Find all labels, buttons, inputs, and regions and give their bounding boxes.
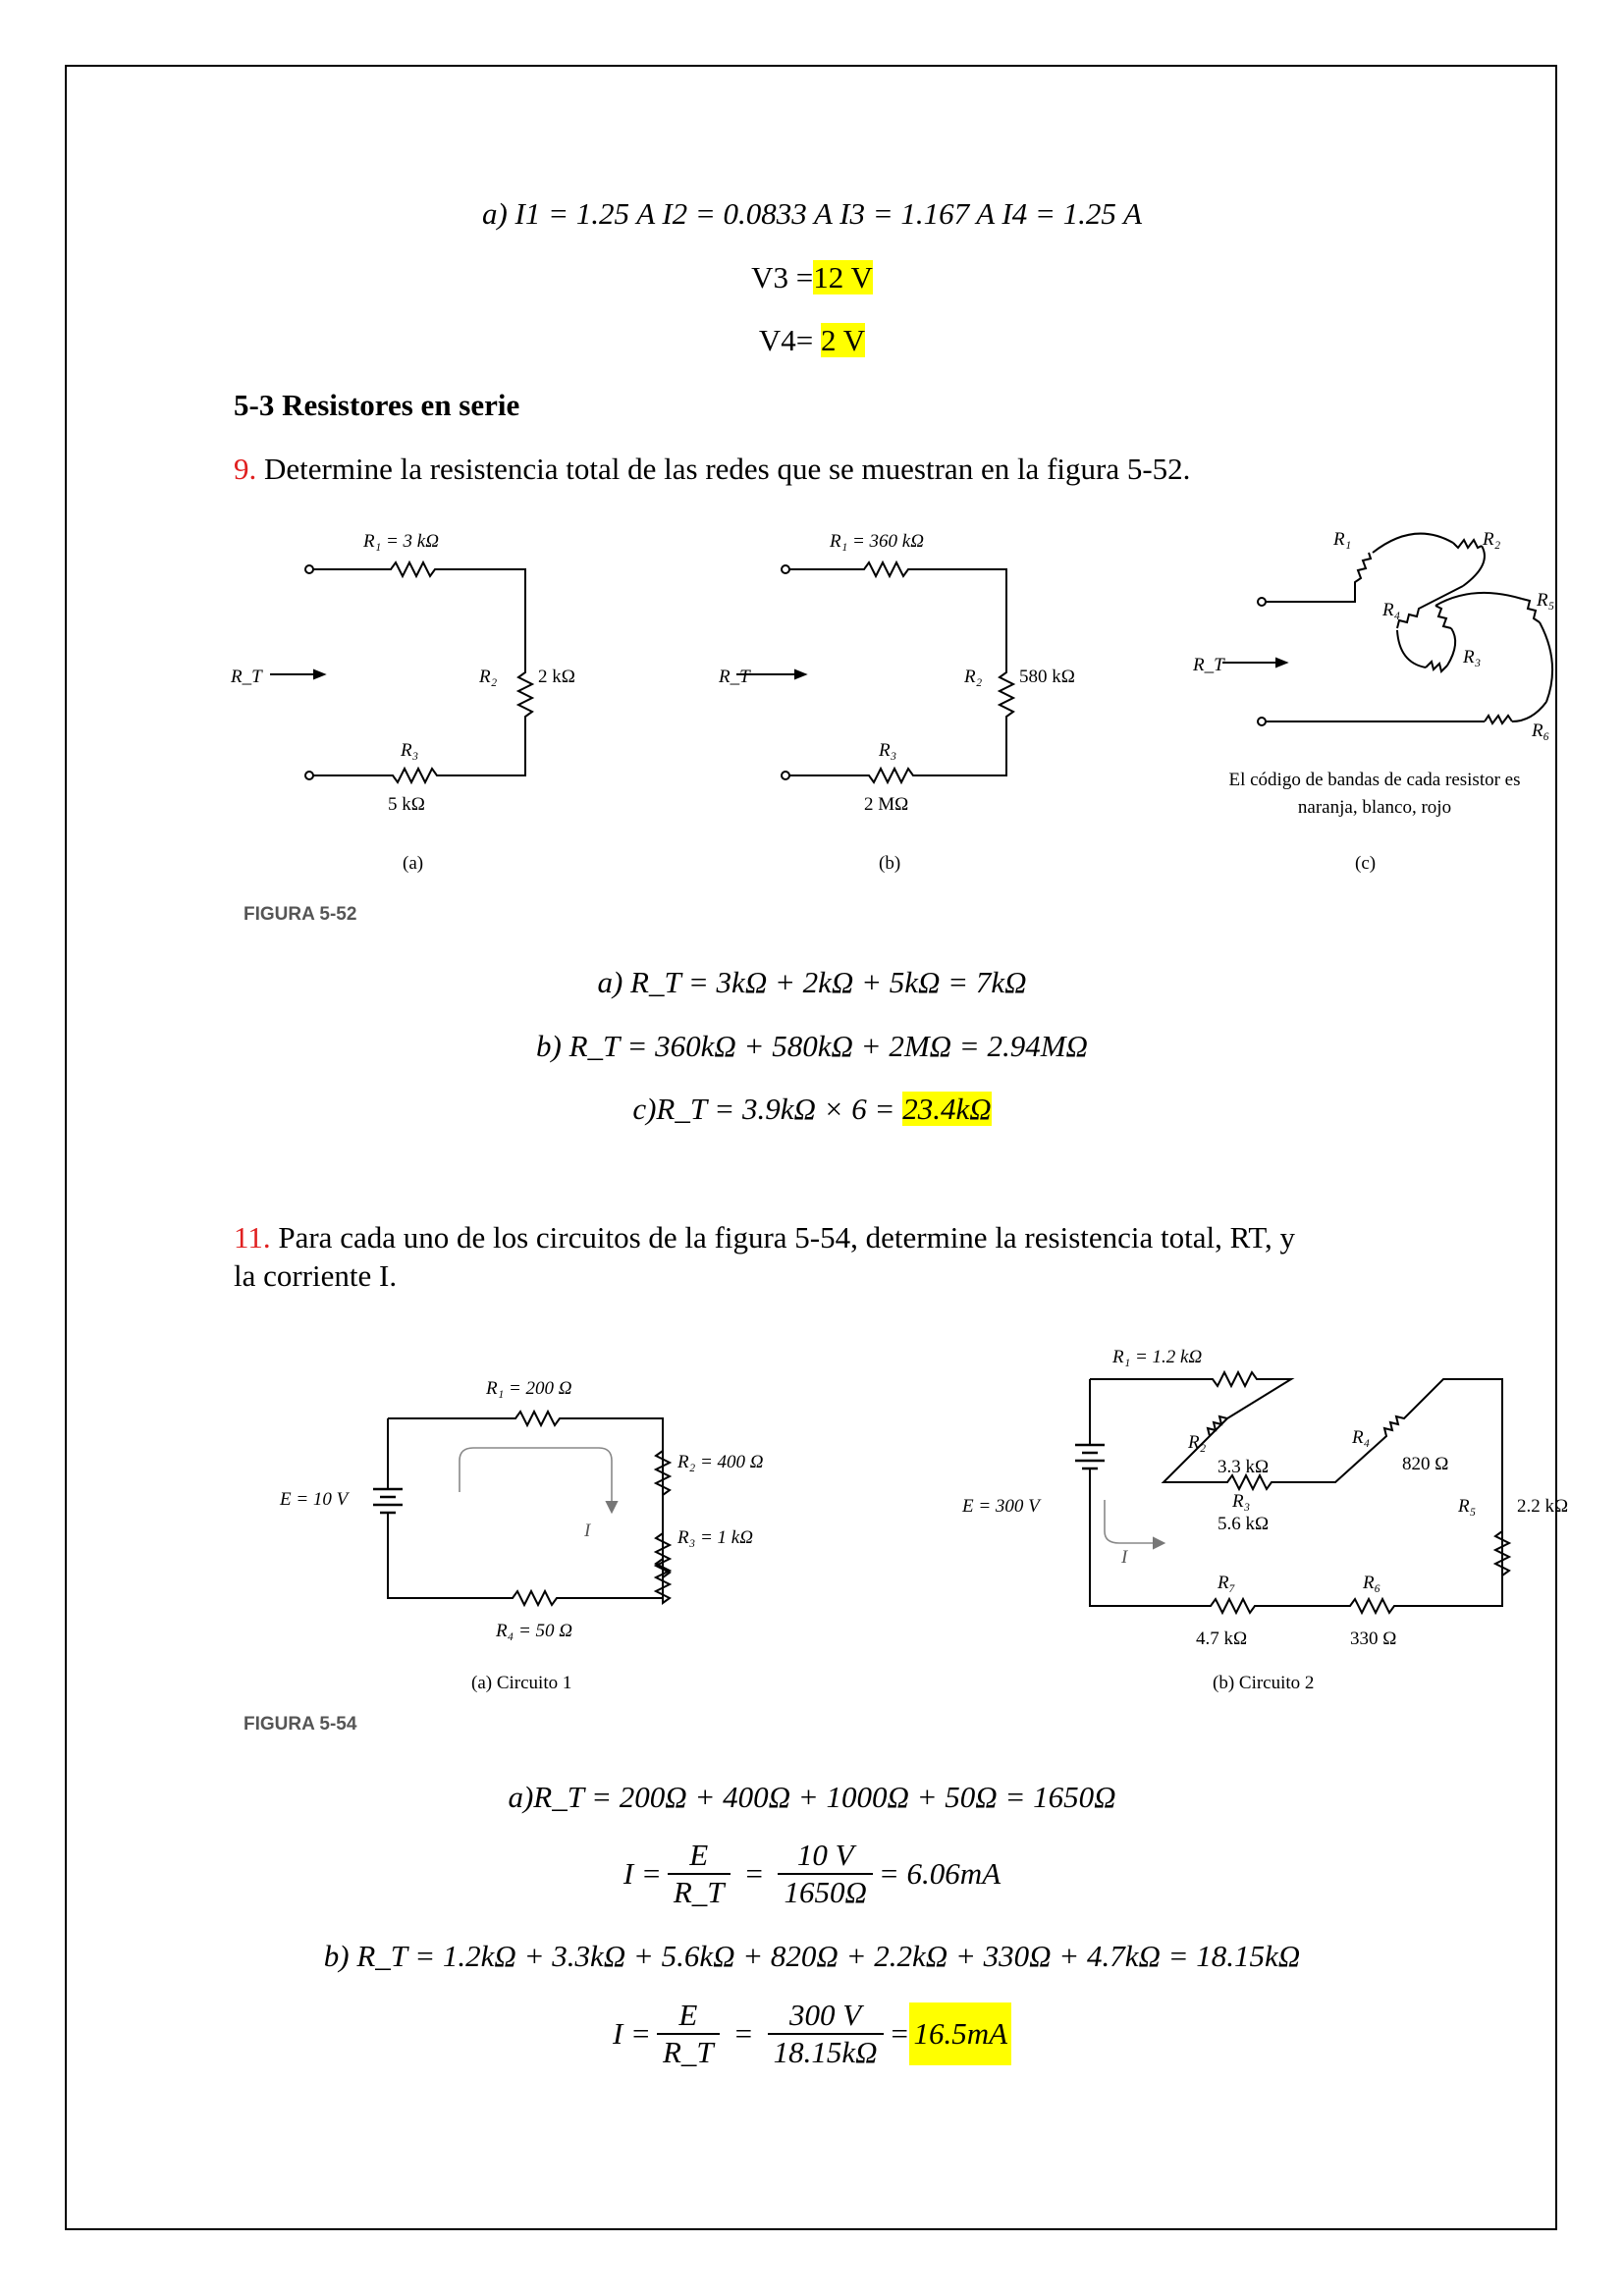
fig52a-r3-value: 5 kΩ <box>388 794 425 815</box>
fig54b-r3-value: 5.6 kΩ <box>1218 1514 1270 1534</box>
fraction-numerator: 300 V <box>768 1998 884 2035</box>
fraction-numerator: E <box>668 1838 731 1875</box>
fig52a-label: (a) <box>403 853 424 874</box>
fig54b-r5: R₅ <box>1458 1496 1477 1517</box>
fig52c-r2: R₂ <box>1483 529 1501 550</box>
fig52c-r6: R₆ <box>1532 721 1550 741</box>
fig52c-label: (c) <box>1355 853 1377 874</box>
fig54a-r2: R₂ = 400 Ω <box>677 1452 764 1472</box>
fig54b-r7-value: 4.7 kΩ <box>1196 1629 1248 1649</box>
v4-line <box>0 321 1624 360</box>
problem-11-line2: la corriente I. <box>234 1258 398 1293</box>
fraction-e-over-rt <box>668 1838 731 1910</box>
answer-9a: a) R_T = 3kΩ + 2kΩ + 5kΩ = 7kΩ <box>597 965 1027 999</box>
answer-11b-i-lhs: I = <box>612 2016 651 2051</box>
fig52a-r3: R₃ <box>401 740 419 761</box>
fig54a-r3: R₃ = 1 kΩ <box>677 1527 753 1548</box>
fig54a-current: I <box>584 1521 591 1541</box>
fig54b-label: (b) Circuito 2 <box>1213 1673 1315 1693</box>
fig54b-r4-value: 820 Ω <box>1402 1454 1449 1474</box>
fraction-numerator: 10 V <box>778 1838 872 1875</box>
problem-9-number: 9. <box>234 452 257 486</box>
figure-5-54 <box>236 1335 1610 1718</box>
v4-value: 2 V <box>821 323 866 357</box>
fraction-denominator: 1650Ω <box>784 1875 867 1909</box>
fig54a-r1: R₁ = 200 Ω <box>486 1378 572 1399</box>
answer-9c <box>0 1090 1624 1129</box>
answer-9b: b) R_T = 360kΩ + 580kΩ + 2MΩ = 2.94MΩ <box>536 1029 1088 1063</box>
problem-11-line1 <box>234 1218 1295 1257</box>
fig52a-r2: R₂ <box>479 667 498 687</box>
fig52c-r5: R₅ <box>1537 590 1555 611</box>
figure-5-52 <box>226 515 1600 937</box>
fig54a-e: E = 10 V <box>280 1489 349 1510</box>
v3-line <box>0 258 1624 297</box>
fig54b-r6: R₆ <box>1363 1573 1381 1593</box>
v3-label: V3 = <box>751 260 814 294</box>
fig54b-r4: R₄ <box>1352 1427 1371 1448</box>
fig52c-rt: R_T <box>1193 655 1224 675</box>
fig52b-r2: R₂ <box>964 667 983 687</box>
problem-9 <box>234 450 1190 489</box>
fraction-denominator: R_T <box>662 2035 714 2069</box>
answer-11a-current: I = $\frac{E}{R\_T}$ = $\frac{10 V}{1650\Omega}$ = 6.06mA <box>623 1838 1001 1909</box>
fig52b-label: (b) <box>879 853 901 874</box>
fig54b-r1: R₁ = 1.2 kΩ <box>1112 1347 1203 1367</box>
answer-11b-result: 16.5mA <box>909 2002 1011 2065</box>
currents-line: a) I1 = 1.25 A I2 = 0.0833 A I3 = 1.167 A I4 = 1.25 A <box>481 196 1143 231</box>
fraction-values <box>768 1998 884 2070</box>
fig54b-r6-value: 330 Ω <box>1350 1629 1397 1649</box>
fig52b-r1: R₁ = 360 kΩ <box>830 531 924 552</box>
v4-label: V4= <box>758 323 814 357</box>
answer-9c-expression: c)R_T = 3.9kΩ × 6 = <box>632 1092 903 1126</box>
fig54b-e: E = 300 V <box>962 1496 1040 1517</box>
fig54a-label: (a) Circuito 1 <box>471 1673 572 1693</box>
fig54b-r7: R₇ <box>1218 1573 1236 1593</box>
fraction-denominator: 18.15kΩ <box>773 2035 878 2069</box>
fig52c-note-line2: naranja, blanco, rojo <box>1297 797 1452 818</box>
answer-11b-rt: b) R_T = 1.2kΩ + 3.3kΩ + 5.6kΩ + 820Ω + 2.2kΩ + 330Ω + 4.7kΩ = 18.15kΩ <box>323 1939 1301 1973</box>
fig54b-current: I <box>1121 1547 1128 1568</box>
fig52a-r1: R₁ = 3 kΩ <box>363 531 439 552</box>
fig52c-note-line1: El código de bandas de cada resistor es <box>1228 770 1521 790</box>
fraction-values <box>778 1838 872 1910</box>
fig52b-rt: R_T <box>719 667 750 687</box>
answer-11b-current: I = $\frac{E}{R\_T}$ = $\frac{300 V}{18.15k\Omega}$ = 16.5mA <box>0 1998 1624 2070</box>
answer-11a-i-lhs: I = <box>623 1856 662 1891</box>
answer-11a-result: = 6.06mA <box>878 1856 1001 1891</box>
fig54b-r3: R₃ <box>1232 1491 1251 1512</box>
figure-5-52-caption: FIGURA 5-52 <box>244 904 357 925</box>
fig52a-rt: R_T <box>231 667 262 687</box>
answer-11b-eq: = <box>889 2016 910 2051</box>
problem-9-text: Determine la resistencia total de las redes que se muestran en la figura 5-52. <box>256 452 1191 486</box>
fig54b-r5-value: 2.2 kΩ <box>1517 1496 1569 1517</box>
fraction-numerator: E <box>657 1998 720 2035</box>
fig52c-r1: R₁ <box>1333 529 1352 550</box>
fig52c-r4: R₄ <box>1382 600 1401 620</box>
fig54b-r2-value: 3.3 kΩ <box>1218 1457 1270 1477</box>
problem-11-text: Para cada uno de los circuitos de la figura 5-54, determine la resistencia total, RT, y <box>270 1220 1296 1255</box>
fig52a-r2-value: 2 kΩ <box>538 667 575 687</box>
figure-5-54-caption: FIGURA 5-54 <box>244 1714 357 1735</box>
fig54b-r2: R₂ <box>1188 1432 1207 1453</box>
fraction-e-over-rt <box>657 1998 720 2070</box>
problem-11-number: 11. <box>234 1220 271 1255</box>
section-heading: 5-3 Resistores en serie <box>234 388 520 422</box>
fig52c-r3: R₃ <box>1463 647 1482 667</box>
v3-value: 12 V <box>813 260 873 294</box>
fig52b-r3: R₃ <box>879 740 897 761</box>
fig52b-r2-value: 580 kΩ <box>1019 667 1075 687</box>
fraction-denominator: R_T <box>673 1875 725 1909</box>
answer-9c-result: 23.4kΩ <box>902 1092 992 1126</box>
fig54a-r4: R₄ = 50 Ω <box>496 1621 573 1641</box>
fig52b-r3-value: 2 MΩ <box>864 794 909 815</box>
answer-11a-rt: a)R_T = 200Ω + 400Ω + 1000Ω + 50Ω = 1650Ω <box>508 1780 1116 1814</box>
